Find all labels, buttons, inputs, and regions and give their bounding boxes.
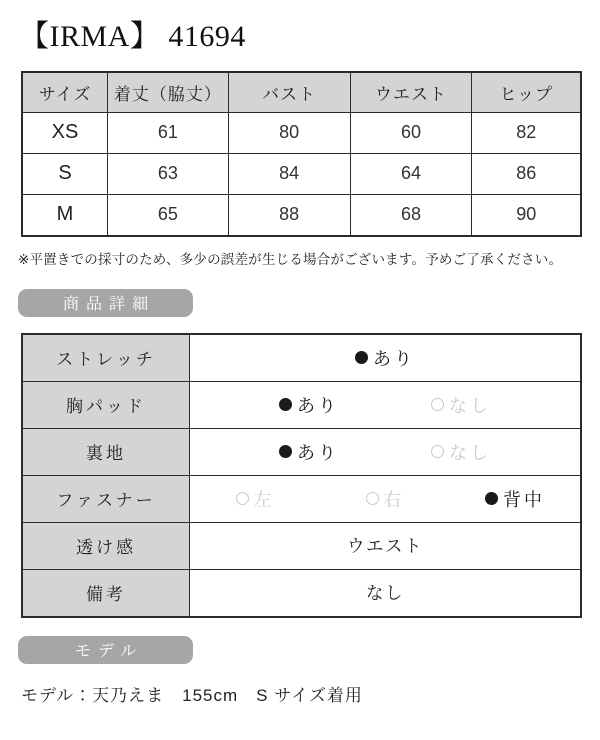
- size-column-header: サイズ: [22, 72, 108, 113]
- waist-column-header: ウエスト: [350, 72, 472, 113]
- size-table-row-s: [22, 153, 581, 194]
- size-table-row-xs: [22, 112, 581, 153]
- detail-label: 備考: [22, 569, 190, 617]
- option-label: あり: [297, 395, 339, 416]
- brand-name: 【IRMA】: [19, 20, 161, 53]
- product-code: 41694: [168, 20, 246, 53]
- selected-dot-icon: [485, 492, 498, 505]
- size-label: M: [22, 194, 108, 236]
- detail-label: 裏地: [22, 428, 190, 475]
- length-column-header: 着丈（脇丈）: [108, 72, 229, 113]
- detail-value: ウエスト: [190, 522, 582, 569]
- selected-dot-icon: [355, 351, 368, 364]
- option-selected: [279, 392, 339, 418]
- option-label: 左: [253, 489, 275, 510]
- size-table-header-row: [22, 72, 581, 113]
- detail-label: 胸パッド: [22, 381, 190, 428]
- length-value: 65: [108, 194, 229, 236]
- option-selected: [355, 345, 415, 371]
- hip-column-header: ヒップ: [472, 72, 581, 113]
- detail-row-lining: [22, 428, 581, 475]
- product-details-table: [21, 333, 582, 618]
- page-title: [19, 20, 600, 55]
- bust-value: 84: [228, 153, 350, 194]
- bust-value: 80: [228, 112, 350, 153]
- waist-value: 68: [350, 194, 472, 236]
- model-description: モデル：天乃えま 155cm S サイズ着用: [21, 685, 363, 705]
- product-details-section-badge: 商品詳細: [18, 289, 193, 317]
- detail-label: 透け感: [22, 522, 190, 569]
- unselected-circle-icon: [366, 492, 379, 505]
- option-label: あり: [297, 442, 339, 463]
- detail-row-zipper: [22, 475, 581, 522]
- detail-label: ファスナー: [22, 475, 190, 522]
- unselected-circle-icon: [431, 398, 444, 411]
- option-group: [190, 345, 580, 371]
- option-unselected: [190, 486, 320, 512]
- hip-value: 90: [472, 194, 581, 236]
- size-label: S: [22, 153, 108, 194]
- option-label: なし: [449, 395, 491, 416]
- selected-dot-icon: [279, 398, 292, 411]
- detail-row-stretch: [22, 334, 581, 382]
- hip-value: 82: [472, 112, 581, 153]
- hip-value: 86: [472, 153, 581, 194]
- detail-row-remarks: [22, 569, 581, 617]
- option-label: なし: [449, 442, 491, 463]
- detail-row-sheerness: [22, 522, 581, 569]
- bust-column-header: バスト: [228, 72, 350, 113]
- option-group: [190, 392, 580, 418]
- option-group: [190, 439, 580, 465]
- option-unselected: [431, 439, 491, 465]
- option-unselected: [320, 486, 450, 512]
- unselected-circle-icon: [236, 492, 249, 505]
- size-label: XS: [22, 112, 108, 153]
- length-value: 61: [108, 112, 229, 153]
- detail-label: ストレッチ: [22, 334, 190, 382]
- waist-value: 64: [350, 153, 472, 194]
- option-label: あり: [373, 348, 415, 369]
- option-label: 右: [383, 489, 405, 510]
- waist-value: 60: [350, 112, 472, 153]
- model-section-badge: モデル: [18, 636, 193, 664]
- detail-value: なし: [190, 569, 582, 617]
- selected-dot-icon: [279, 445, 292, 458]
- size-table: [21, 71, 582, 237]
- option-unselected: [431, 392, 491, 418]
- unselected-circle-icon: [431, 445, 444, 458]
- product-spec-sheet: [0, 20, 600, 740]
- length-value: 63: [108, 153, 229, 194]
- bust-value: 88: [228, 194, 350, 236]
- option-group: [190, 486, 580, 512]
- option-selected: [450, 486, 580, 512]
- size-table-row-m: [22, 194, 581, 236]
- detail-row-chest-pad: [22, 381, 581, 428]
- option-label: 背中: [503, 489, 545, 510]
- measurement-note: ※平置きでの採寸のため、多少の誤差が生じる場合がございます。予めご了承ください。: [18, 251, 563, 267]
- option-selected: [279, 439, 339, 465]
